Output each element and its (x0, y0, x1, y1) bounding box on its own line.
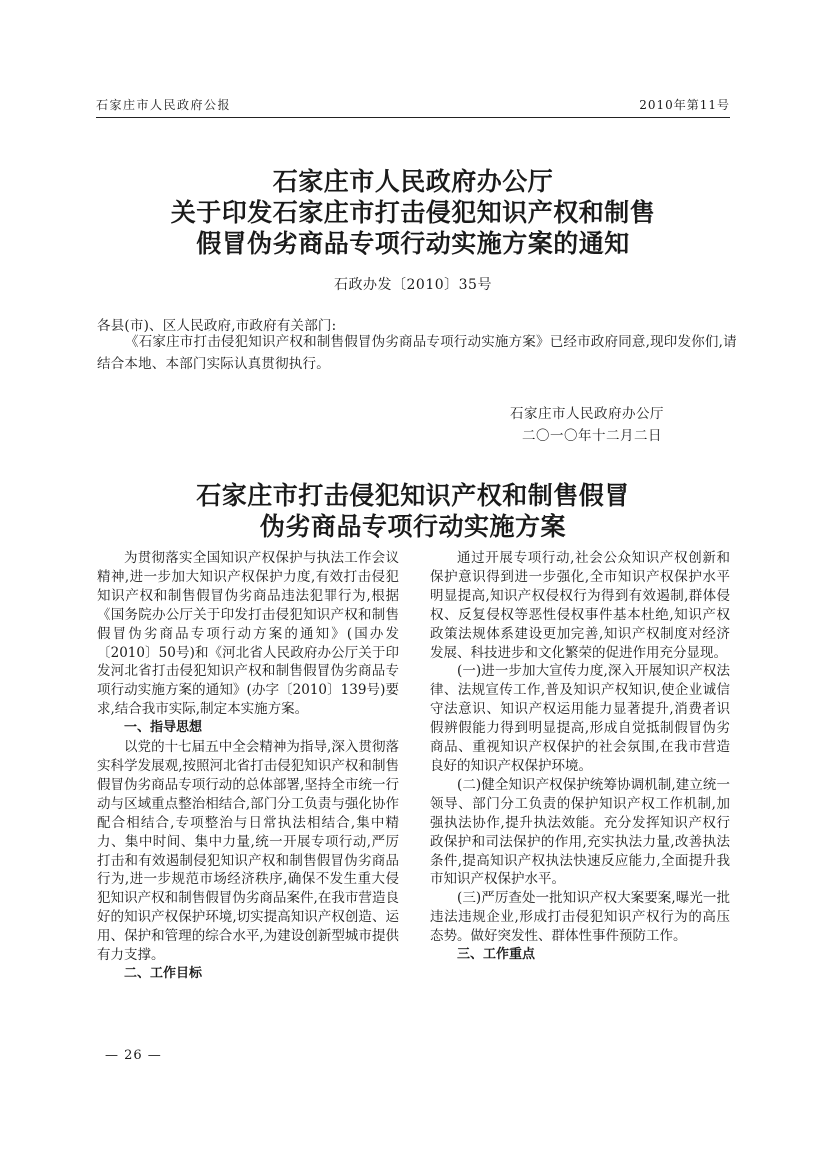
section-heading-work-goals: 二、工作目标 (124, 965, 203, 981)
goal-item-1: (一)进一步加大宣传力度,深入开展知识产权法律、法规宣传工作,普及知识产权知识,使企业诚信守法意识、知识产权运用能力显著提升,消费者识假辨假能力得到明显提高,形成自觉抵制假冒伪劣商品、重视知识产权保护的社会氛围,在我市营造良好的知识产权保护环境。 (430, 663, 730, 774)
plan-title-line2: 伪劣商品专项行动实施方案 (259, 512, 566, 541)
plan-title (96, 480, 730, 542)
page-number: — 26 — (105, 1048, 162, 1063)
signing-date: 二〇一〇年十二月二日 (522, 428, 662, 444)
section-heading-work-focus: 三、工作重点 (457, 947, 536, 963)
notice-recipients: 各县(市)、区人民政府,市政府有关部门: (97, 318, 337, 334)
notice-title-line2: 关于印发石家庄市打击侵犯知识产权和制售 (170, 198, 656, 227)
right-column (430, 549, 730, 965)
notice-title-line3: 假冒伪劣商品专项行动实施方案的通知 (196, 229, 630, 258)
publication-name: 石家庄市人民政府公报 (96, 98, 232, 112)
signing-organization: 石家庄市人民政府办公厅 (510, 406, 664, 422)
section-heading-guiding-ideology: 一、指导思想 (124, 720, 203, 736)
plan-intro: 为贯彻落实全国知识产权保护与执法工作会议精神,进一步加大知识产权保护力度,有效打击侵犯知识产权和制售假冒伪劣商品违法犯罪行为,根据《国务院办公厅关于印发打击侵犯知识产权和制售假冒伪劣商品专项行动方案的通知》(国办发〔2010〕50号)和《河北省人民政府办公厅关于印发河北省打击侵犯知识产权和制售假冒伪劣商品专项行动实施方案的通知》(办字〔2010〕139号)要求,结合我市实际,制定本实施方案。 (97, 550, 399, 718)
plan-title-line1: 石家庄市打击侵犯知识产权和制售假冒 (196, 481, 630, 510)
header-divider (96, 117, 730, 118)
issue-number: 2010年第11号 (639, 98, 730, 112)
document-number: 石政办发〔2010〕35号 (334, 277, 492, 293)
left-column (97, 549, 399, 984)
section-guiding-ideology-body: 以党的十七届五中全会精神为指导,深入贯彻落实科学发展观,按照河北省打击侵犯知识产权和制售假冒伪劣商品专项行动的总体部署,坚持全市统一行动与区域重点整治相结合,部门分工负责与强化协作配合相结合,专项整治与日常执法相结合,集中精力、集中时间、集中力量,统一开展专项行动,严厉打击和有效遏制侵犯知识产权和制售假冒伪劣商品行为,进一步规范市场经济秩序,确保不发生重大侵犯知识产权和制售假冒伪劣商品案件,在我市营造良好的知识产权保护环境,切实提高知识产权创造、运用、保护和管理的综合水平,为建设创新型城市提供有力支撑。 (97, 739, 399, 964)
goal-item-2: (二)健全知识产权保护统筹协调机制,建立统一领导、部门分工负责的保护知识产权工作机制,加强执法协作,提升执法效能。充分发挥知识产权行政保护和司法保护的作用,充实执法力量,改善执法条件,提高知识产权执法快速反应能力,全面提升我市知识产权保护水平。 (430, 776, 730, 888)
notice-body: 《石家庄市打击侵犯知识产权和制售假冒伪劣商品专项行动实施方案》已经市政府同意,现印发你们,请结合本地、本部门实际认真贯彻执行。 (97, 334, 737, 372)
goal-item-3: (三)严厉查处一批知识产权大案要案,曝光一批违法违规企业,形成打击侵犯知识产权行为的高压态势。做好突发性、群体性事件预防工作。 (430, 890, 730, 945)
section-work-goals-body: 通过开展专项行动,社会公众知识产权创新和保护意识得到进一步强化,全市知识产权保护水平明显提高,知识产权侵权行为得到有效遏制,群体侵权、反复侵权等恶性侵权事件基本杜绝,知识产权政策法规体系建设更加完善,知识产权制度对经济发展、科技进步和文化繁荣的促进作用充分显现。 (430, 550, 730, 661)
notice-title-line1: 石家庄市人民政府办公厅 (272, 167, 554, 196)
notice-title (96, 166, 730, 259)
